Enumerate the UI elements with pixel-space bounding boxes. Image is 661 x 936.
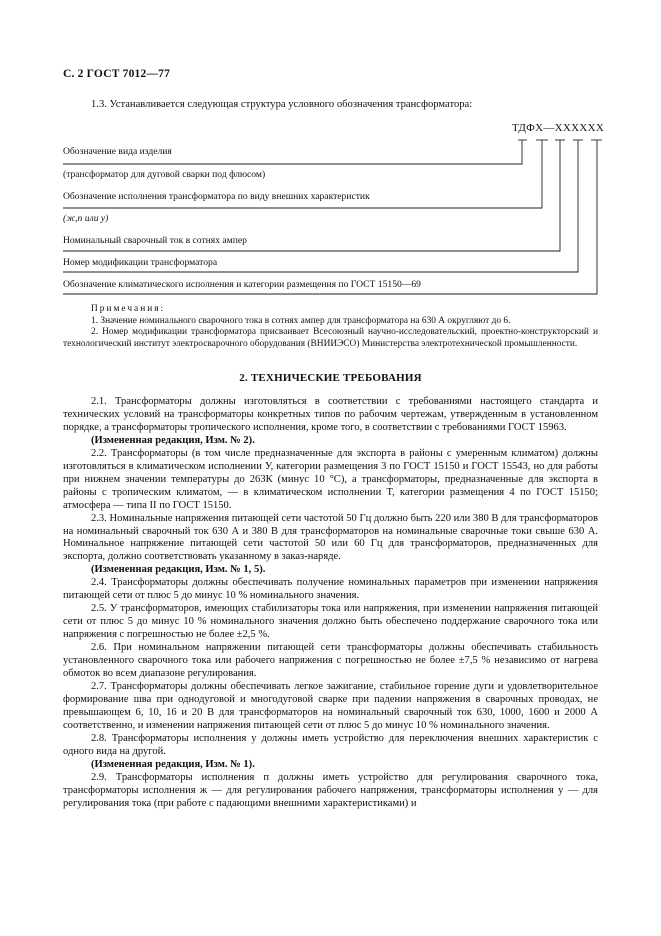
clause-paragraph: 2.7. Трансформаторы должны обеспечивать легкое зажигание, стабильное горение дуги и удовлетворительное формирование шва при однодуговой и многодуговой сварке при падении напряжения в сварочных проводах, не превышающем 6, 10, 16 и 20 В для трансформаторов на номинальный сварочный ток 630, 1000, 1600 и 2000 А соответственно, и изменении напряжения питающей сети от плюс 5 до минус 10 % номинального значения. (63, 680, 598, 731)
section-body (63, 396, 598, 811)
clause-paragraph: 2.3. Номинальные напряжения питающей сети частотой 50 Гц должно быть 220 или 380 В для трансформаторов на номинальный сварочный ток 630 А и 380 В для трансформаторов на номинальные сварочные токи свыше 630 А. Номинальное напряжение питающей сети частотой 50 или 60 Гц для трансформаторов, предназначенных для экспорта, должно соответствовать указанному в заказ-наряде. (63, 512, 598, 563)
diagram-label-characteristics-values: (ж,п или у) (63, 213, 109, 224)
amendment-note: (Измененная редакция, Изм. № 2). (91, 434, 255, 446)
diagram-label-product-type: Обозначение вида изделия (63, 146, 172, 157)
diagram-label-modification: Номер модификации трансформатора (63, 257, 218, 268)
clause-1-3: 1.3. Устанавливается следующая структура условного обозначения трансформатора: (91, 99, 473, 110)
diagram-label-climatic: Обозначение климатического исполнения и категории размещения по ГОСТ 15150—69 (63, 279, 421, 290)
clause-paragraph: 2.5. У трансформаторов, имеющих стабилизаторы тока или напряжения, при изменении напряжения питающей сети от плюс 5 до минус 10 % номинального значения должно быть обеспечено поддержание сварочного тока или напряжения с погрешностью не более ±2,5 %. (63, 603, 598, 641)
diagram-label-current: Номинальный сварочный ток в сотнях ампер (63, 235, 247, 246)
clause-paragraph: 2.2. Трансформаторы (в том числе предназначенные для экспорта в районы с умеренным климатом) должны изготовляться в климатическом исполнении У, категории размещения 3 по ГОСТ 15150 и ГОСТ 15543, но для работы при нижнем значении температуры до 263К (минус 10 °С), а трансформаторы, предназначенные для экспорта в районы с тропическим климатом, — в климатическом исполнении Т, категории размещения 4 по ГОСТ 15150; атмосфера — типа II по ГОСТ 15150. (63, 447, 598, 511)
clause-paragraph: 2.1. Трансформаторы должны изготовляться в соответствии с требованиями настоящего стандарта и технических условий на трансформаторы конкретных типов по рабочим чертежам, утвержденным в установленном порядке, а трансформаторы тропического исполнения, кроме того, в соответствии с требованиями ГОСТ 15963. (63, 396, 598, 433)
clause-paragraph: 2.8. Трансформаторы исполнения у должны иметь устройство для переключения внешних характеристик с одного вида на другой. (63, 732, 598, 757)
amendment-note: (Измененная редакция, Изм. № 1, 5). (91, 564, 266, 576)
leader-line-modification (63, 140, 578, 272)
clause-paragraph: 2.4. Трансформаторы должны обеспечивать получение номинальных параметров при изменении напряжения питающей сети от плюс 5 до минус 10 % номинального значения. (63, 577, 598, 602)
leader-line-climatic (63, 140, 597, 294)
clause-paragraph: 2.6. При номинальном напряжении питающей сети трансформаторы должны обеспечивать стабильность установленного сварочного тока или рабочего напряжения с погрешностью не более ±7,5 % независимо от нагрева обмоток во всем диапазоне регулирования. (63, 642, 598, 680)
notes-title: Примечания: (91, 304, 166, 314)
diagram-label-product-desc: (трансформатор для дуговой сварки под флюсом) (63, 169, 266, 180)
diagram-label-characteristics: Обозначение исполнения трансформатора по виду внешних характеристик (63, 191, 370, 202)
page-header: С. 2 ГОСТ 7012—77 (63, 68, 171, 80)
section-title: 2. ТЕХНИЧЕСКИЕ ТРЕБОВАНИЯ (239, 372, 422, 384)
designation-code: ТДФХ—XXXXXX (512, 122, 605, 134)
amendment-note: (Измененная редакция, Изм. № 1). (91, 758, 255, 770)
note-2: 2. Номер модификации трансформатора присваивает Всесоюзный научно-исследовательский, проектно-конструкторский и технологический институт электросварочного оборудования (ВНИИЭСО) Министерства электротехнической промышленности. (63, 327, 598, 349)
notes-block (63, 304, 598, 350)
note-1: 1. Значение номинального сварочного тока в сотнях ампер для трансформатора на 630 А округляют до 6. (91, 315, 511, 326)
clause-paragraph: 2.9. Трансформаторы исполнения п должны иметь устройство для регулирования сварочного тока, трансформаторы исполнения ж — для регулирования рабочего напряжения, трансформаторы исполнения у — для регулирования тока (при работе с падающими внешними характеристиками) и (63, 771, 598, 809)
